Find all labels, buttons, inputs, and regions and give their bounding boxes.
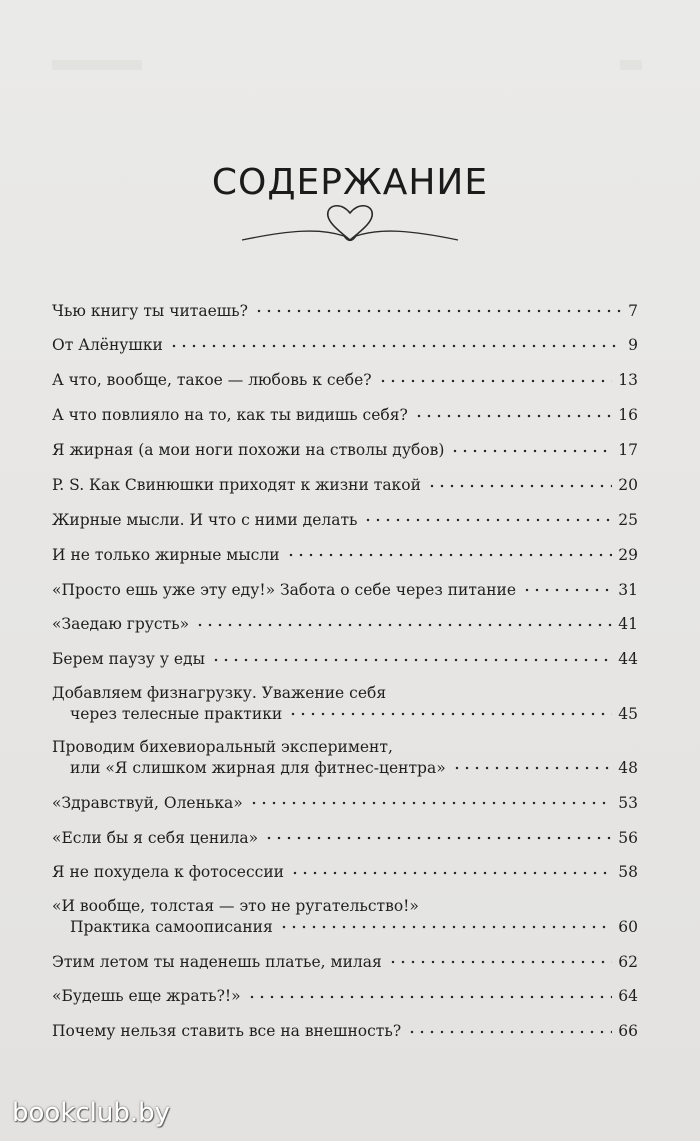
toc-entry: [52, 897, 638, 937]
toc-page-number: 45: [618, 704, 638, 723]
toc-dot-leader: [414, 405, 612, 421]
toc-entry-title: P. S. Как Свинюшки приходят к жизни такой: [52, 475, 421, 494]
toc-entry-row: [52, 1021, 638, 1042]
toc-entry-title: «Если бы я себя ценила»: [52, 828, 259, 847]
toc-entry-title: «Просто ешь уже эту еду!» Забота о себе через питание: [52, 580, 517, 599]
toc-entry-row: [52, 827, 638, 848]
toc-entry-row: [52, 474, 638, 495]
toc-entry-row: [52, 544, 638, 565]
toc-entry: [52, 827, 638, 848]
toc-entry: [52, 579, 638, 600]
toc-page-number: 60: [618, 917, 638, 936]
toc-entry-title: Проводим бихевиоральный эксперимент,: [52, 737, 393, 756]
toc-entry-title: Чью книгу ты читаешь?: [52, 301, 248, 320]
toc-entry-title: А что повлияло на то, как ты видишь себя?: [52, 406, 408, 425]
toc-entry: [52, 544, 638, 565]
toc-entry: [52, 300, 638, 321]
toc-page-number: 64: [618, 987, 638, 1006]
bleed-through-text: [620, 60, 642, 70]
toc-entry-title: Добавляем физнагрузку. Уважение себя: [52, 683, 387, 702]
page-title: СОДЕРЖАНИЕ: [211, 162, 489, 204]
toc-entry-row: [52, 405, 638, 426]
toc-page-number: 29: [618, 545, 638, 564]
toc-entry-title: От Алёнушки: [52, 336, 163, 355]
toc-dot-leader: [378, 370, 613, 386]
toc-entry: [52, 986, 638, 1007]
toc-page-number: 66: [618, 1022, 638, 1041]
toc-dot-leader: [247, 986, 613, 1002]
toc-page-number: 58: [618, 863, 638, 882]
toc-dot-leader: [254, 300, 622, 316]
toc-entry-title: «Здравствуй, Оленька»: [52, 793, 243, 812]
toc-dot-leader: [450, 440, 612, 456]
toc-page-number: 56: [618, 828, 638, 847]
toc-dot-leader: [288, 703, 612, 719]
toc-page-number: 25: [618, 510, 638, 529]
toc-entry-row: [52, 916, 638, 937]
toc-dot-leader: [249, 792, 612, 808]
toc-entry: [52, 474, 638, 495]
toc-dot-leader: [195, 614, 612, 630]
toc-entry: [52, 1021, 638, 1042]
toc-entry-row: [52, 579, 638, 600]
toc-entry-row: [52, 951, 638, 972]
toc-entry: [52, 684, 638, 724]
toc-entry-title: И не только жирные мысли: [52, 545, 280, 564]
toc-entry-title: «Заедаю грусть»: [52, 615, 190, 634]
toc-page-number: 9: [628, 336, 638, 355]
toc-page-number: 17: [618, 441, 638, 459]
toc-entry-row: [52, 986, 638, 1007]
toc-page-number: 48: [618, 758, 638, 777]
toc-page-number: 31: [618, 580, 638, 599]
toc-entry: [52, 440, 638, 461]
toc-dot-leader: [211, 649, 612, 665]
toc-entry-title: Этим летом ты наденешь платье, милая: [52, 952, 382, 971]
toc-dot-leader: [407, 1021, 612, 1037]
toc-entry: [52, 405, 638, 426]
toc-entry-title: Практика самоописания: [70, 917, 273, 936]
toc-dot-leader: [290, 862, 612, 878]
toc-page-number: 13: [618, 371, 638, 390]
toc-page-number: 53: [618, 793, 638, 812]
toc-entry-title: через телесные практики: [70, 704, 283, 723]
table-of-contents: [52, 300, 638, 1056]
toc-entry: [52, 370, 638, 391]
toc-page-number: 16: [618, 406, 638, 425]
toc-entry-title: Жирные мысли. И что с ними делать: [52, 510, 358, 529]
toc-entry-title: «Будешь еще жрать?!»: [52, 987, 241, 1006]
toc-dot-leader: [427, 474, 612, 490]
toc-entry-line: [52, 684, 638, 703]
bleed-through-text: [52, 60, 142, 70]
toc-entry-title: «И вообще, толстая — это не ругательство!»: [52, 896, 419, 915]
toc-entry: [52, 951, 638, 972]
toc-dot-leader: [286, 544, 613, 560]
toc-dot-leader: [363, 509, 612, 525]
toc-entry-row: [52, 862, 638, 883]
toc-entry: [52, 792, 638, 813]
toc-entry-row: [52, 440, 638, 461]
toc-page-number: 7: [628, 301, 638, 320]
toc-entry-row: [52, 703, 638, 724]
heart-ornament-icon: [240, 200, 460, 250]
toc-entry: [52, 335, 638, 356]
toc-entry-title: Я не похудела к фотосессии: [52, 863, 284, 882]
toc-dot-leader: [522, 579, 612, 595]
toc-entry-title: Берем паузу у еды: [52, 650, 205, 669]
toc-entry-row: [52, 300, 638, 321]
toc-entry-row: [52, 649, 638, 670]
toc-entry-row: [52, 370, 638, 391]
toc-entry-row: [52, 335, 638, 356]
toc-page-number: 44: [618, 650, 638, 669]
toc-entry-title: или «Я слишком жирная для фитнес-центра»: [70, 758, 446, 777]
toc-entry: [52, 509, 638, 530]
toc-entry: [52, 614, 638, 635]
watermark: bookclub.by: [12, 1098, 171, 1128]
toc-dot-leader: [264, 827, 612, 843]
toc-entry-title: А что, вообще, такое — любовь к себе?: [52, 371, 372, 390]
toc-entry-title: Почему нельзя ставить все на внешность?: [52, 1022, 402, 1041]
toc-entry-row: [52, 509, 638, 530]
toc-entry-line: [52, 738, 638, 757]
toc-entry-line: [52, 897, 638, 916]
toc-entry-title: Я жирная (а мои ноги похожи на стволы дубов): [52, 441, 445, 459]
toc-dot-leader: [452, 757, 613, 773]
toc-entry: [52, 738, 638, 778]
toc-page-number: 20: [618, 475, 638, 494]
toc-dot-leader: [169, 335, 622, 351]
toc-entry-row: [52, 614, 638, 635]
toc-entry: [52, 862, 638, 883]
toc-dot-leader: [388, 951, 612, 967]
toc-entry: [52, 649, 638, 670]
toc-entry-row: [52, 792, 638, 813]
toc-page-number: 41: [618, 615, 638, 634]
toc-entry-row: [52, 757, 638, 778]
toc-dot-leader: [279, 916, 612, 932]
toc-page-number: 62: [618, 952, 638, 971]
